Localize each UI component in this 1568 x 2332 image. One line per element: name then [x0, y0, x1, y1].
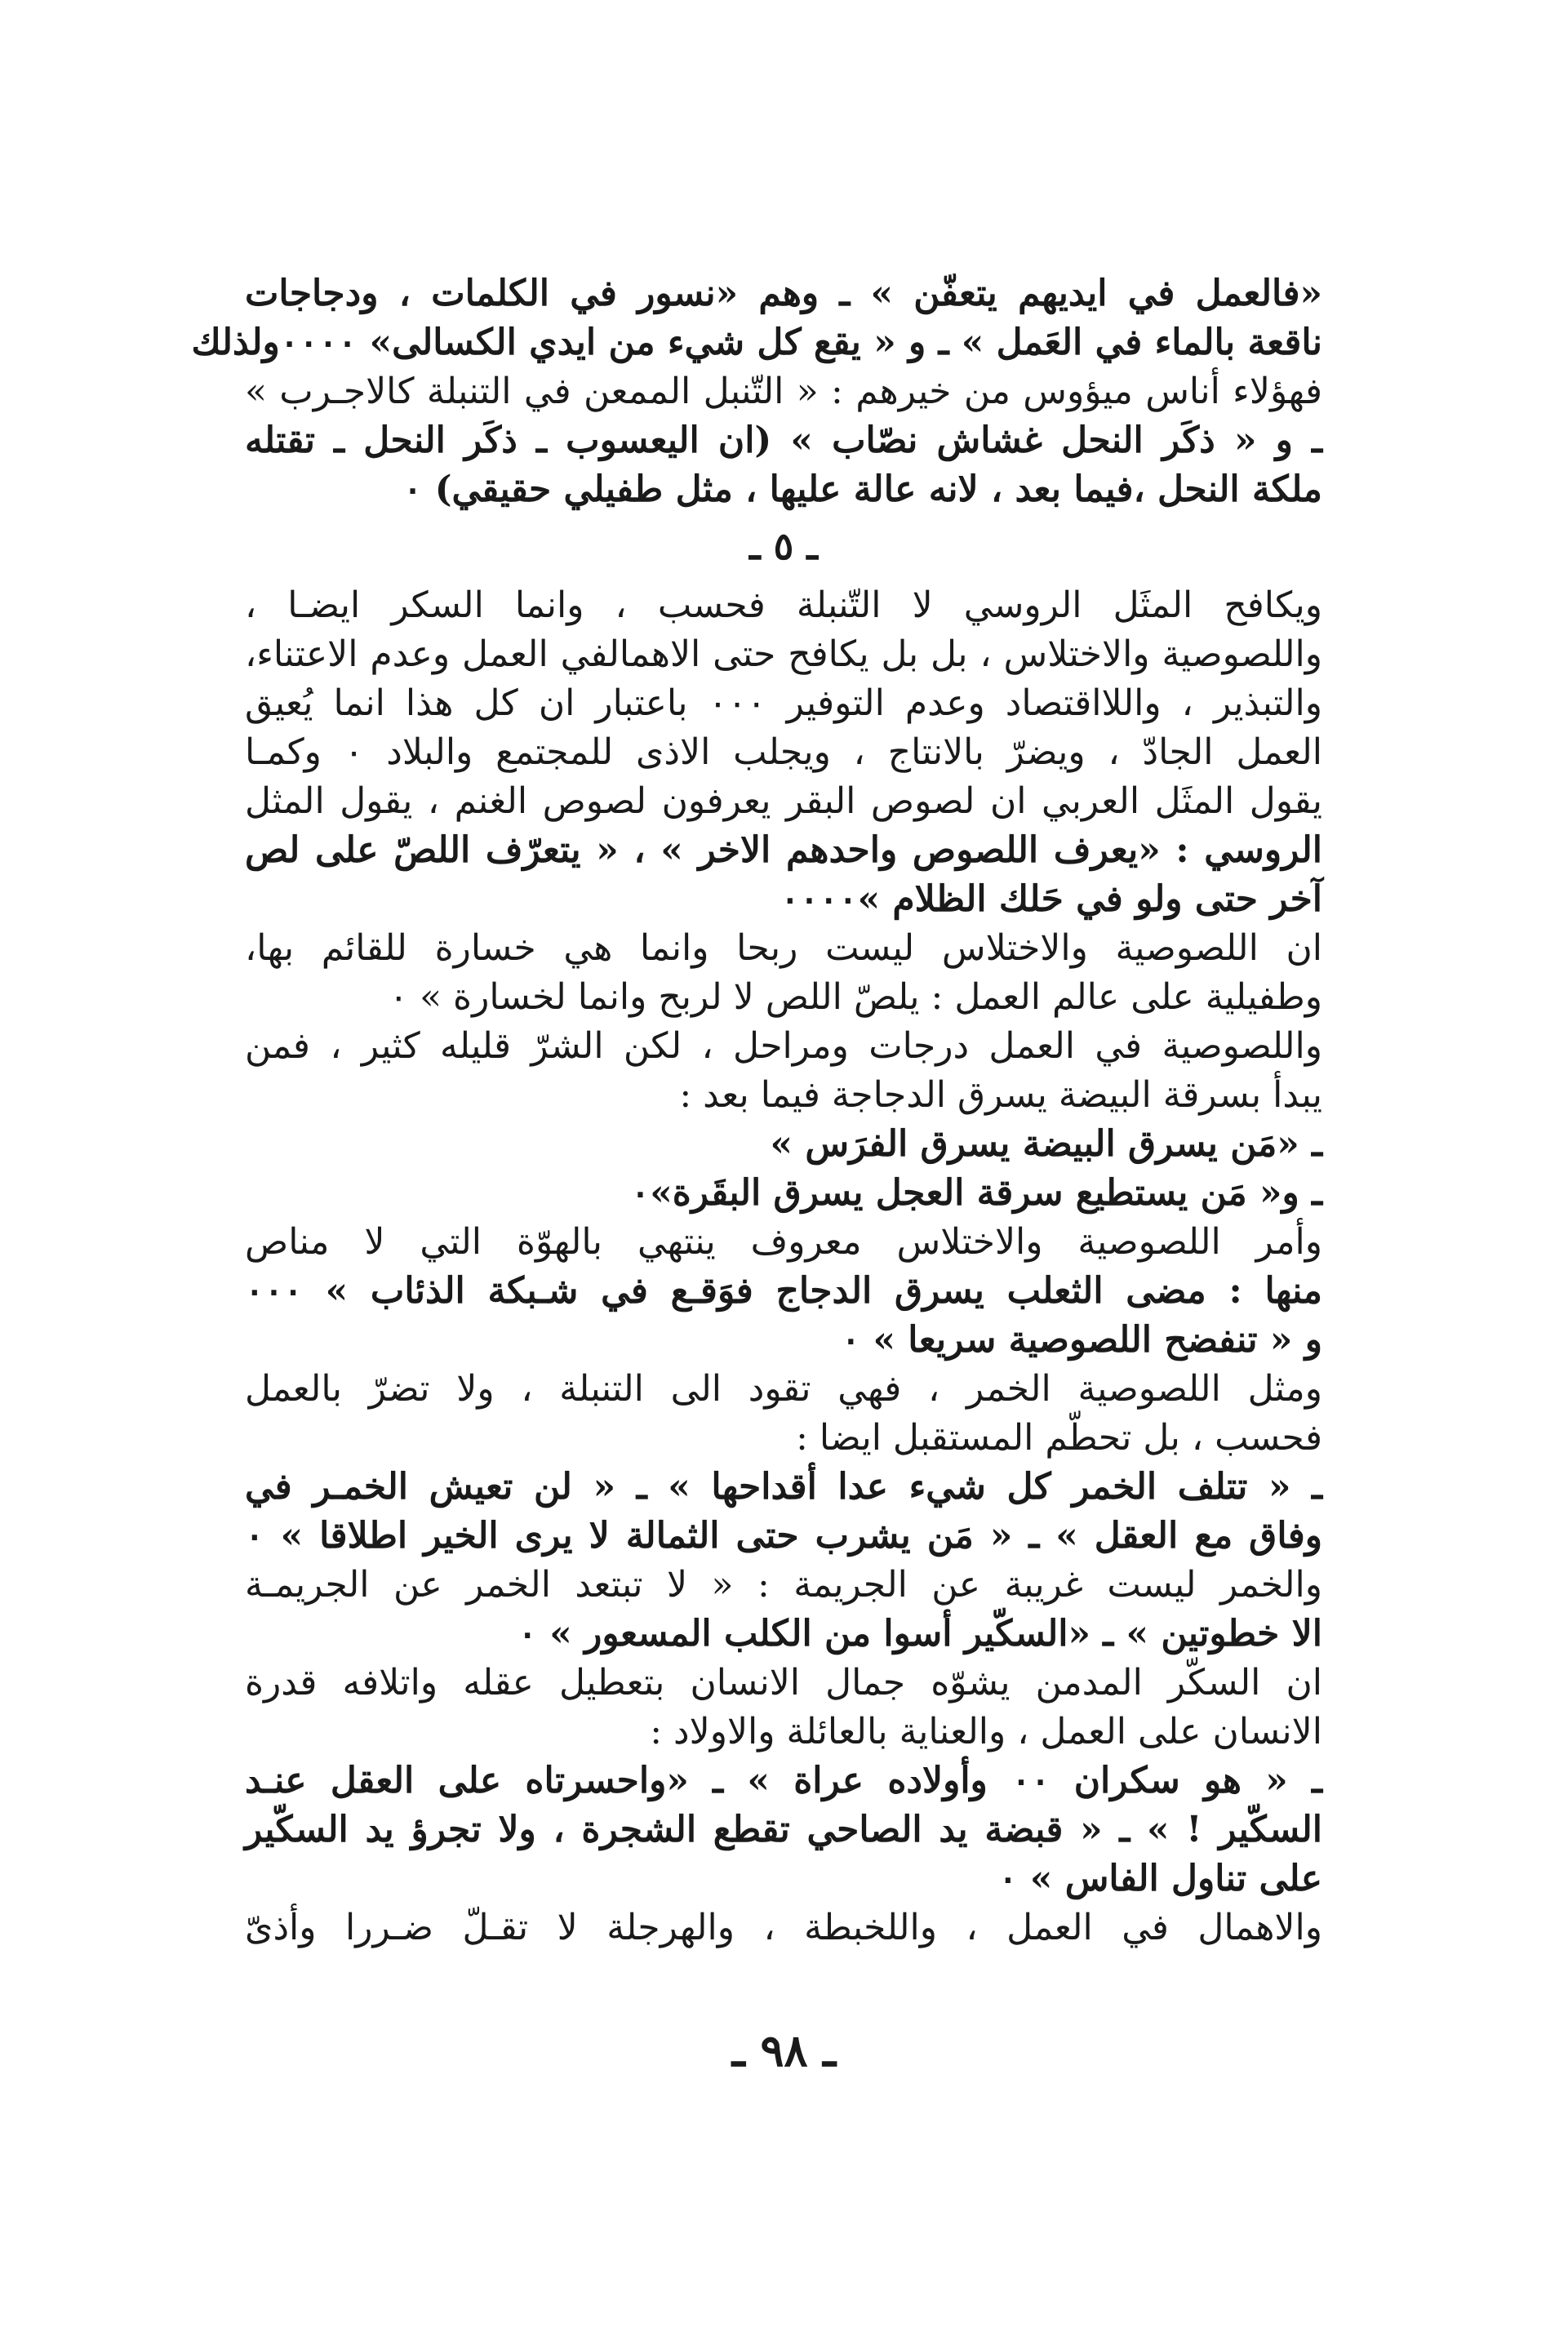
text-line: وفاق مع العقل » ـ « مَن يشرب حتى الثمالة لا يرى الخير اطلاقا » ٠ [245, 1515, 1322, 1557]
text-line: ـ و « ذكَر النحل غشاش نصّاب » (ان اليعسوب ـ ذكَر النحل ـ تقتله [245, 420, 1322, 461]
text-line: يبدأ بسرقة البيضة يسرق الدجاجة فيما بعد : [679, 1074, 1322, 1116]
text-line: آخر حتى ولو في حَلك الظلام »٠٠٠٠ [780, 878, 1322, 920]
text-line: ويكافح المثَل الروسي لا التّنبلة فحسب ، وانما السكر ايضـا ، [245, 584, 1322, 626]
text-line: والتبذير ، واللااقتصاد وعدم التوفير ٠٠٠ باعتبار ان كل هذا انما يُعيق [245, 682, 1322, 724]
text-line: وطفيلية على عالم العمل : يلصّ اللص لا لربح وانما لخسارة » ٠ [389, 976, 1322, 1018]
text-line: «فالعمل في ايديهم يتعفّن » ـ وهم «نسور في الكلمات ، ودجاجات [245, 273, 1322, 314]
text-line: السكّير ! » ـ « قبضة يد الصاحي تقطع الشجرة ، ولا تجرؤ يد السكّير [245, 1809, 1322, 1850]
page-number: ـ ٩٨ ـ [731, 2024, 837, 2077]
text-line: و « تنفضح اللصوصية سريعا » ٠ [841, 1319, 1322, 1361]
text-line: فهؤلاء أناس ميؤوس من خيرهم : « التّنبل الممعن في التنبلة كالاجـرب » [245, 371, 1322, 412]
text-line: ان اللصوصية والاختلاس ليست ربحا وانما هي خسارة للقائم بها، [245, 927, 1322, 969]
text-line: وأمر اللصوصية والاختلاس معروف ينتهي بالهوّة التي لا مناص [245, 1221, 1322, 1263]
text-line: والخمر ليست غريبة عن الجريمة : « لا تبتعد الخمر عن الجريمـة [245, 1564, 1322, 1606]
text-line: منها : مضى الثعلب يسرق الدجاج فوَقـع في شـبكة الذئاب » ٠٠٠ [245, 1270, 1322, 1312]
text-line: الا خطوتين » ـ «السكّير أسوا من الكلب المسعور » ٠ [517, 1613, 1322, 1655]
text-line: الانسان على العمل ، والعناية بالعائلة والاولاد : [650, 1711, 1322, 1752]
text-line: ـ و« مَن يستطيع سرقة العجل يسرق البقَرة»٠ [630, 1172, 1322, 1214]
text-line: ومثل اللصوصية الخمر ، فهي تقود الى التنبلة ، ولا تضرّ بالعمل [245, 1368, 1322, 1410]
section-number: ـ ٥ ـ [749, 524, 818, 568]
text-line: العمل الجادّ ، ويضرّ بالانتاج ، ويجلب الاذى للمجتمع والبلاد ٠ وكمـا [245, 731, 1323, 773]
text-line: يقول المثَل العربي ان لصوص البقر يعرفون لصوص الغنم ، يقول المثل [245, 780, 1322, 822]
text-line: ان السكّر المدمن يشوّه جمال الانسان بتعطيل عقله واتلافه قدرة [245, 1662, 1322, 1703]
page-text [191, 269, 1323, 1952]
text-line: ـ « هو سكران ٠٠ وأولاده عراة » ـ «واحسرتاه على العقل عنـد [245, 1760, 1322, 1801]
text-line: ناقعة بالماء في العَمل » ـ و « يقع كل شيء من ايدي الكسالى» ٠٠٠٠ولذلك [191, 322, 1322, 363]
text-line: ـ «مَن يسرق البيضة يسرق الفرَس » [770, 1123, 1322, 1165]
text-line: فحسب ، بل تحطّم المستقبل ايضا : [796, 1417, 1322, 1459]
text-line: ـ « تتلف الخمر كل شيء عدا أقداحها » ـ « لن تعيش الخمـر في [245, 1466, 1322, 1508]
text-line: الروسي : «يعرف اللصوص واحدهم الاخر » ، « يتعرّف اللصّ على لص [245, 829, 1322, 871]
text-line: ملكة النحل ،فيما بعد ، لانه عالة عليها ، مثل طفيلي حقيقي) ٠ [402, 469, 1322, 510]
text-line: على تناول الفاس » ٠ [997, 1858, 1322, 1899]
text-line: واللصوصية والاختلاس ، بل بل يكافح حتى الاهمالفي العمل وعدم الاعتناء، [245, 633, 1323, 675]
text-line: والاهمال في العمل ، واللخبطة ، والهرجلة لا تقـلّ ضـررا وأذىّ [245, 1907, 1322, 1948]
text-line: واللصوصية في العمل درجات ومراحل ، لكن الشرّ قليله كثير ، فمن [245, 1025, 1322, 1067]
